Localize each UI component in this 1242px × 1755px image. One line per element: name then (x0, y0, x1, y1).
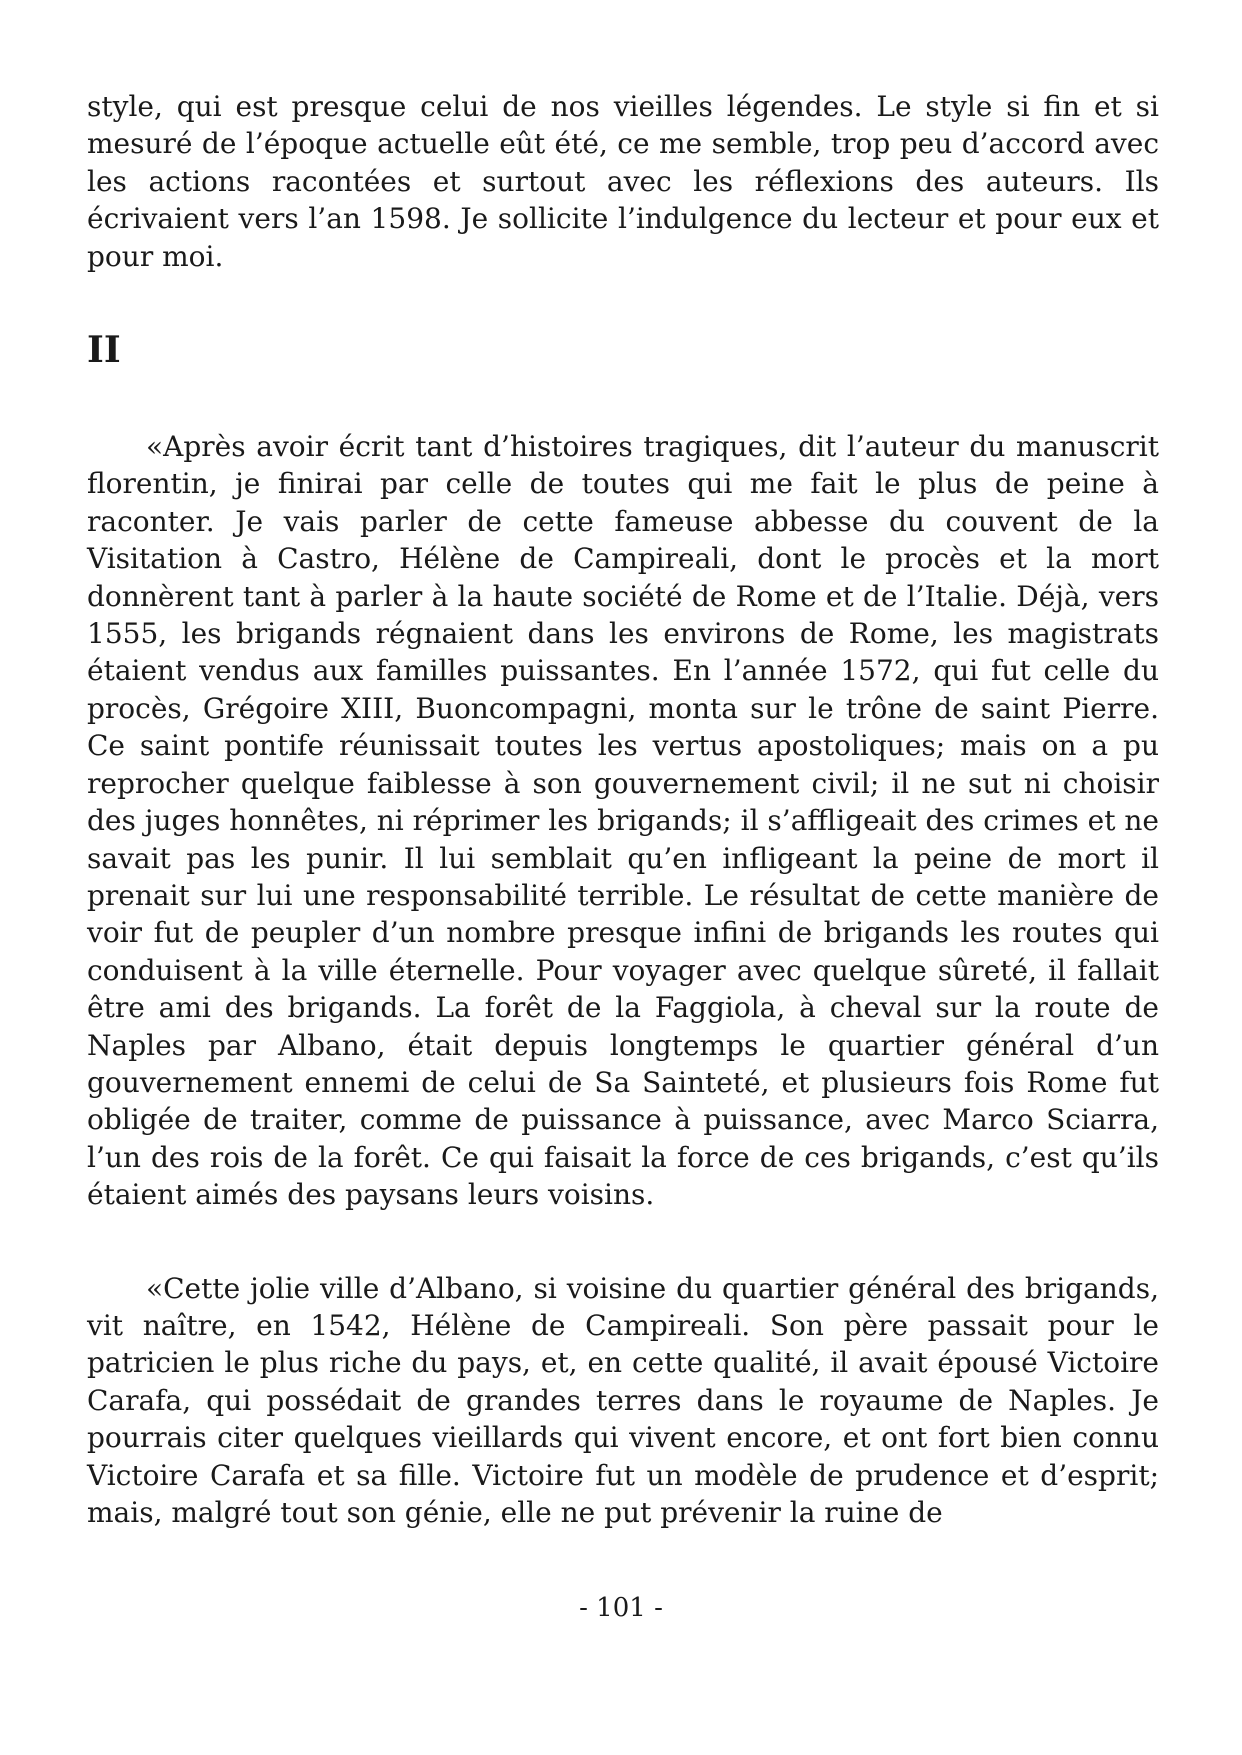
body-paragraph-1: «Après avoir écrit tant d’histoires tragiques, dit l’auteur du manuscrit florentin, je finirai par celle de toutes qui me fait le plus de peine à raconter. Je vais parler de cette fameuse abbesse du couvent de la Visitation à Castro, Hélène de Campireali, dont le procès et la mort donnèrent tant à parler à la haute société de Rome et de l’Italie. Déjà, vers 1555, les brigands régnaient dans les environs de Rome, les magistrats étaient vendus aux familles puissantes. En l’année 1572, qui fut celle du procès, Grégoire XIII, Buoncompagni, monta sur le trône de saint Pierre. Ce saint pontife réunissait toutes les vertus apostoliques; mais on a pu reprocher quelque faiblesse à son gouvernement civil; il ne sut ni choisir des juges honnêtes, ni réprimer les brigands; il s’affligeait des crimes et ne savait pas les punir. Il lui semblait qu’en infligeant la peine de mort il prenait sur lui une responsabilité terrible. Le résultat de cette manière de voir fut de peupler d’un nombre presque infini de brigands les routes qui conduisent à la ville éternelle. Pour voyager avec quelque sûreté, il fallait être ami des brigands. La forêt de la Faggiola, à cheval sur la route de Naples par Albano, était depuis longtemps le quartier général d’un gouvernement ennemi de celui de Sa Sainteté, et plusieurs fois Rome fut obligée de traiter, comme de puissance à puissance, avec Marco Sciarra, l’un des rois de la forêt. Ce qui faisait la force de ces brigands, c’est qu’ils étaient aimés des paysans leurs voisins. (87, 430, 1159, 1212)
page-body (87, 88, 1159, 1531)
intro-paragraph: style, qui est presque celui de nos vieilles légendes. Le style si fin et si mesuré de l’époque actuelle eût été, ce me semble, trop peu d’accord avec les actions racontées et surtout avec les réflexions des auteurs. Ils écrivaient vers l’an 1598. Je sollicite l’indulgence du lecteur et pour eux et pour moi. (87, 90, 1159, 273)
body-paragraph-2: «Cette jolie ville d’Albano, si voisine du quartier général des brigands, vit naître, en 1542, Hélène de Campireali. Son père passait pour le patricien le plus riche du pays, et, en cette qualité, il avait épousé Victoire Carafa, qui possédait de grandes terres dans le royaume de Naples. Je pourrais citer quelques vieillards qui vivent encore, et ont fort bien connu Victoire Carafa et sa fille. Victoire fut un modèle de prudence et d’esprit; mais, malgré tout son génie, elle ne put prévenir la ruine de (87, 1271, 1159, 1529)
section-heading: II (87, 329, 121, 372)
page-number: - 101 - (579, 1593, 663, 1623)
